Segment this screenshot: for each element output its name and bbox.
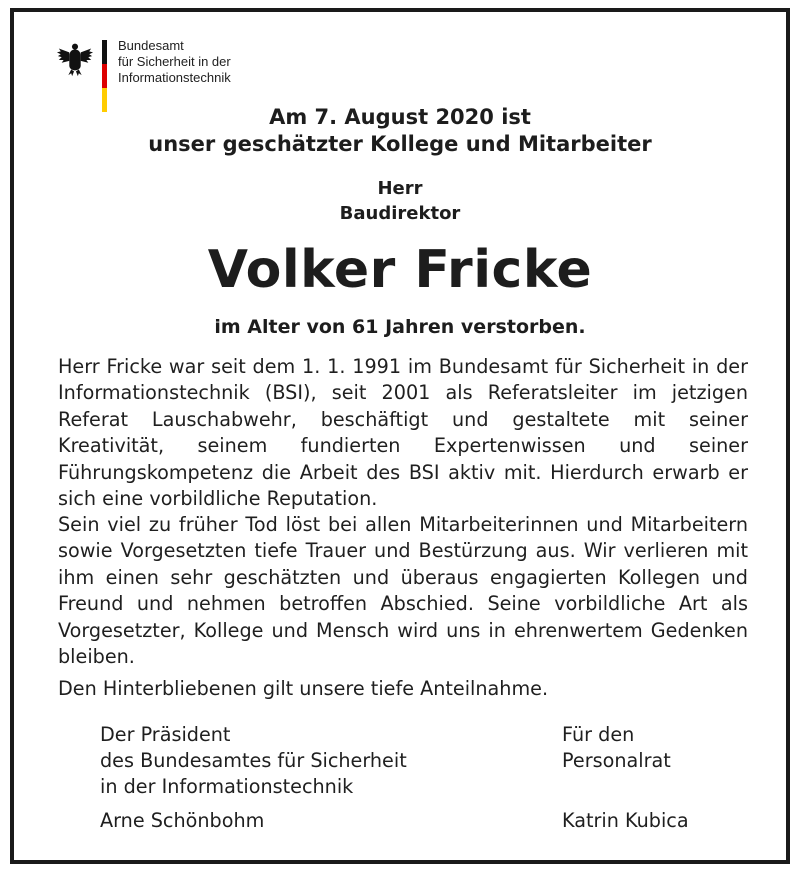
flag-stripe-red bbox=[102, 64, 107, 88]
signatory-name-president: Arne Schönbohm bbox=[100, 809, 265, 832]
federal-eagle-icon bbox=[56, 40, 94, 78]
signature-line: Der Präsident bbox=[100, 723, 231, 746]
signature-block-staff-council bbox=[562, 722, 671, 774]
flag-stripe-black bbox=[102, 40, 107, 64]
agency-line: Informationstechnik bbox=[118, 70, 231, 85]
age-line: im Alter von 61 Jahren verstorben. bbox=[214, 316, 586, 338]
rank: Baudirektor bbox=[339, 203, 461, 224]
obituary-frame bbox=[10, 8, 790, 864]
relation-line: unser geschätzter Kollege und Mitarbeiter bbox=[148, 132, 652, 156]
title-block bbox=[14, 176, 786, 226]
german-flag-bar bbox=[102, 40, 107, 112]
signature-line: Personalrat bbox=[562, 749, 671, 772]
signature-line: in der Informationstechnik bbox=[100, 775, 354, 798]
signature-line: Für den bbox=[562, 723, 635, 746]
signature-line: des Bundesamtes für Sicherheit bbox=[100, 749, 407, 772]
agency-line: für Sicherheit in der bbox=[118, 54, 231, 69]
paragraph-condolence: Sein viel zu früher Tod löst bei allen Mitarbeiterinnen und Mitarbeitern sowie Vorgesetzten tiefe Trauer und Bestürzung aus. Wir verlieren mit ihm einen sehr geschätzten und überaus engagierten Kollegen und Freund und nehmen betroffen Abschied. Seine vorbildliche Art als Vorgesetzter, Kollege und Mensch wird uns in ehrenwertem Gedenken bleiben. bbox=[58, 513, 748, 669]
deceased-name: Volker Fricke bbox=[207, 240, 593, 300]
paragraph-career: Herr Fricke war seit dem 1. 1. 1991 im Bundesamt für Sicherheit in der Informationstechnik (BSI), seit 2001 als Referatsleiter im jetzigen Referat Lauschabwehr, beschäftigt und gestaltete mit seiner Kreativität, seinem fundierten Expertenwissen und seiner Führungskompetenz die Arbeit des BSI aktiv mit. Hierdurch erwarb er sich eine vorbildliche Reputation. bbox=[58, 355, 748, 511]
signature-block-president bbox=[100, 722, 407, 800]
announcement-heading bbox=[14, 104, 786, 158]
agency-name bbox=[118, 38, 231, 86]
agency-line: Bundesamt bbox=[118, 38, 184, 53]
date-line: Am 7. August 2020 ist bbox=[269, 105, 531, 129]
salutation: Herr bbox=[377, 178, 423, 199]
paragraph-sympathy: Den Hinterbliebenen gilt unsere tiefe Anteilnahme. bbox=[58, 677, 549, 700]
signatory-name-staff-council: Katrin Kubica bbox=[562, 809, 689, 832]
